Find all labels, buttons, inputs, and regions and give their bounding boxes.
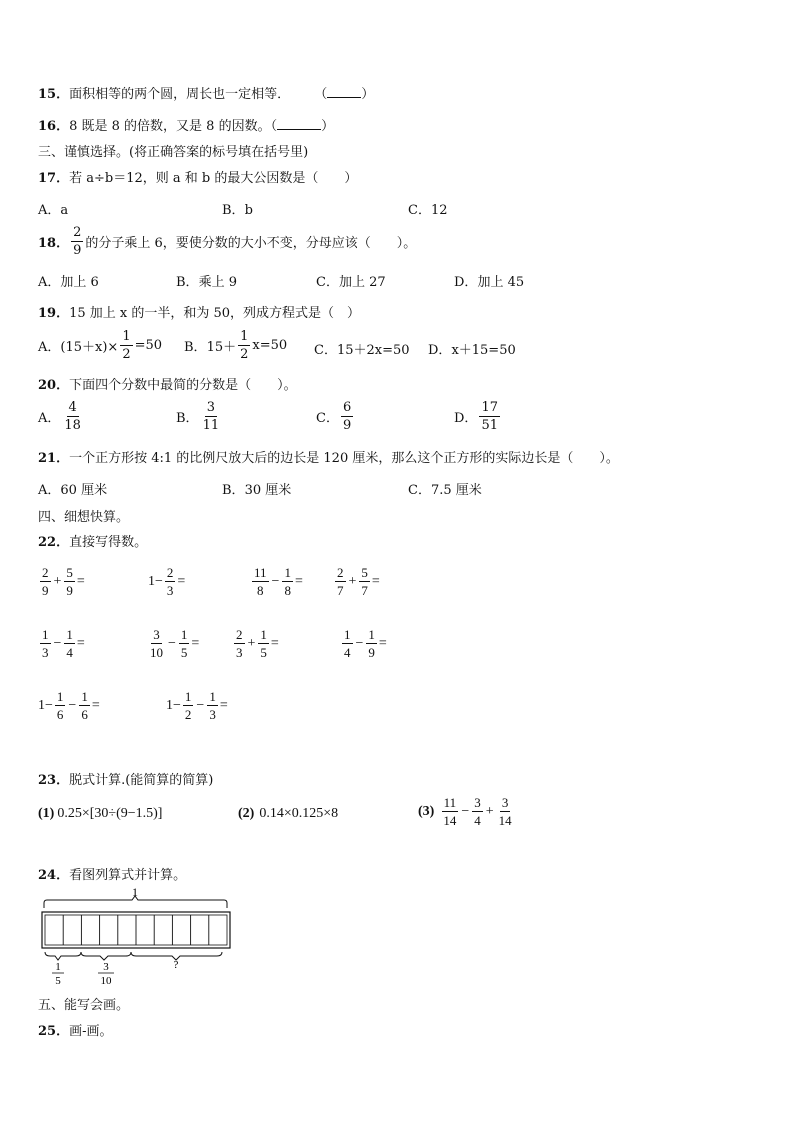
question-number: 17． bbox=[38, 171, 70, 186]
brace-part1 bbox=[45, 952, 81, 960]
question-number: 19． bbox=[38, 306, 70, 321]
calc-expression: (2) 0.14×0.125×8 bbox=[238, 806, 339, 821]
question-24 bbox=[38, 864, 186, 883]
answer-blank[interactable] bbox=[277, 119, 321, 130]
question-23 bbox=[38, 769, 213, 788]
question-text: 直接写得数。 bbox=[69, 535, 148, 550]
question-text: 面积相等的两个圆，周长也一定相等． bbox=[69, 87, 291, 102]
option-c[interactable]: C．加上 27 bbox=[316, 275, 386, 290]
question-16 bbox=[38, 115, 334, 134]
calc-expression: (3) $\frac{11}{14}$ − $\frac{3}{4}$ + $\frac{3}{14}$ bbox=[418, 795, 512, 828]
question-number: 20． bbox=[38, 378, 70, 393]
question-21 bbox=[38, 447, 619, 466]
question-number: 23． bbox=[38, 773, 70, 788]
brace-part2 bbox=[81, 952, 131, 960]
part2-numerator: 3 bbox=[103, 961, 109, 973]
question-number: 21． bbox=[38, 451, 70, 466]
calc-expression: 1− $\frac{2}{3}$ = bbox=[148, 565, 186, 598]
calc-expression: $\frac{3}{10}$ − $\frac{1}{5}$ = bbox=[150, 627, 200, 660]
option-a[interactable]: A．a bbox=[38, 203, 69, 218]
question-text: 画-画。 bbox=[69, 1024, 113, 1039]
fraction: $\frac{2}{9}$ bbox=[73, 225, 82, 258]
answer-bracket[interactable]: （ ） bbox=[314, 87, 375, 102]
part1-numerator: 1 bbox=[55, 961, 61, 973]
question-25 bbox=[38, 1020, 113, 1039]
option-d[interactable]: D．加上 45 bbox=[454, 275, 525, 290]
question-text: 15 加上 x 的一半，和为 50，列成方程式是（ ） bbox=[69, 306, 361, 321]
total-label: 1 bbox=[132, 888, 138, 899]
section-3-title: 三、谨慎选择。(将正确答案的标号填在括号里) bbox=[38, 145, 309, 160]
question-19 bbox=[38, 302, 360, 321]
calc-expression: $\frac{11}{8}$ − $\frac{1}{8}$ = bbox=[254, 565, 303, 598]
question-text: 看图列算式并计算。 bbox=[69, 868, 187, 883]
option-b[interactable]: B．b bbox=[222, 203, 253, 218]
question-number: 15． bbox=[38, 87, 70, 102]
option-a[interactable]: A． $\frac{4}{18}$ bbox=[38, 400, 81, 433]
calc-expression: $\frac{2}{3}$ + $\frac{1}{5}$ = bbox=[236, 627, 279, 660]
option-a[interactable]: A．加上 6 bbox=[38, 275, 99, 290]
option-c[interactable]: C．15＋2x=50 bbox=[314, 343, 410, 358]
option-b[interactable]: B．乘上 9 bbox=[176, 275, 237, 290]
option-d[interactable]: D．x＋15=50 bbox=[428, 343, 516, 358]
question-number: 16． bbox=[38, 119, 70, 134]
option-d[interactable]: D． $\frac{17}{51}$ bbox=[454, 400, 498, 433]
calc-expression: 1− $\frac{1}{6}$ − $\frac{1}{6}$ = bbox=[38, 689, 100, 722]
calc-expression: (1) 0.25×[30÷(9−1.5)] bbox=[38, 806, 163, 821]
question-22 bbox=[38, 531, 147, 550]
fraction-bar-diagram bbox=[38, 888, 238, 988]
option-b[interactable]: B． $\frac{3}{11}$ bbox=[176, 400, 220, 433]
part1-denominator: 5 bbox=[55, 975, 61, 987]
question-18 bbox=[38, 226, 416, 257]
section-5-title: 五、能写会画。 bbox=[38, 998, 130, 1013]
question-17 bbox=[38, 167, 357, 186]
part2-denominator: 10 bbox=[100, 975, 112, 987]
calc-expression: $\frac{2}{7}$ + $\frac{5}{7}$ = bbox=[337, 565, 380, 598]
question-text: 的分子乘上 6，要使分数的大小不变，分母应该（ ）。 bbox=[85, 236, 417, 251]
calc-expression: $\frac{2}{9}$ + $\frac{5}{9}$ = bbox=[42, 565, 85, 598]
question-text: 8 既是 8 的倍数，又是 8 的因数。 bbox=[69, 119, 271, 134]
question-text: 若 a÷b＝12，则 a 和 b 的最大公因数是（ ） bbox=[69, 171, 358, 186]
answer-blank[interactable] bbox=[327, 87, 361, 98]
option-a[interactable]: A． (15＋x)× $\frac{1}{2}$ =50 bbox=[38, 329, 163, 362]
calc-expression: $\frac{1}{4}$ − $\frac{1}{9}$ = bbox=[344, 627, 387, 660]
question-number: 24． bbox=[38, 868, 70, 883]
answer-bracket[interactable]: （ ） bbox=[270, 119, 335, 134]
question-text: 一个正方形按 4:1 的比例尺放大后的边长是 120 厘米，那么这个正方形的实际边长是（ ）。 bbox=[69, 451, 619, 466]
calc-expression: 1− $\frac{1}{2}$ − $\frac{1}{3}$ = bbox=[166, 689, 228, 722]
unknown-label: ? bbox=[173, 959, 179, 971]
question-number: 18． bbox=[38, 236, 70, 251]
option-b[interactable]: B．30 厘米 bbox=[222, 483, 292, 498]
question-number: 22． bbox=[38, 535, 70, 550]
option-a[interactable]: A．60 厘米 bbox=[38, 483, 108, 498]
option-b[interactable]: B． 15＋ $\frac{1}{2}$ x=50 bbox=[184, 329, 288, 362]
section-4-title: 四、细想快算。 bbox=[38, 510, 130, 525]
question-15 bbox=[38, 83, 374, 102]
option-c[interactable]: C．12 bbox=[408, 203, 448, 218]
question-20 bbox=[38, 374, 297, 393]
calc-expression: $\frac{1}{3}$ − $\frac{1}{4}$ = bbox=[42, 627, 85, 660]
option-c[interactable]: C． $\frac{6}{9}$ bbox=[316, 400, 352, 433]
question-text: 脱式计算.(能简算的简算) bbox=[69, 773, 214, 788]
question-number: 25． bbox=[38, 1024, 70, 1039]
question-text: 下面四个分数中最简的分数是（ ）。 bbox=[69, 378, 297, 393]
option-c[interactable]: C．7.5 厘米 bbox=[408, 483, 482, 498]
